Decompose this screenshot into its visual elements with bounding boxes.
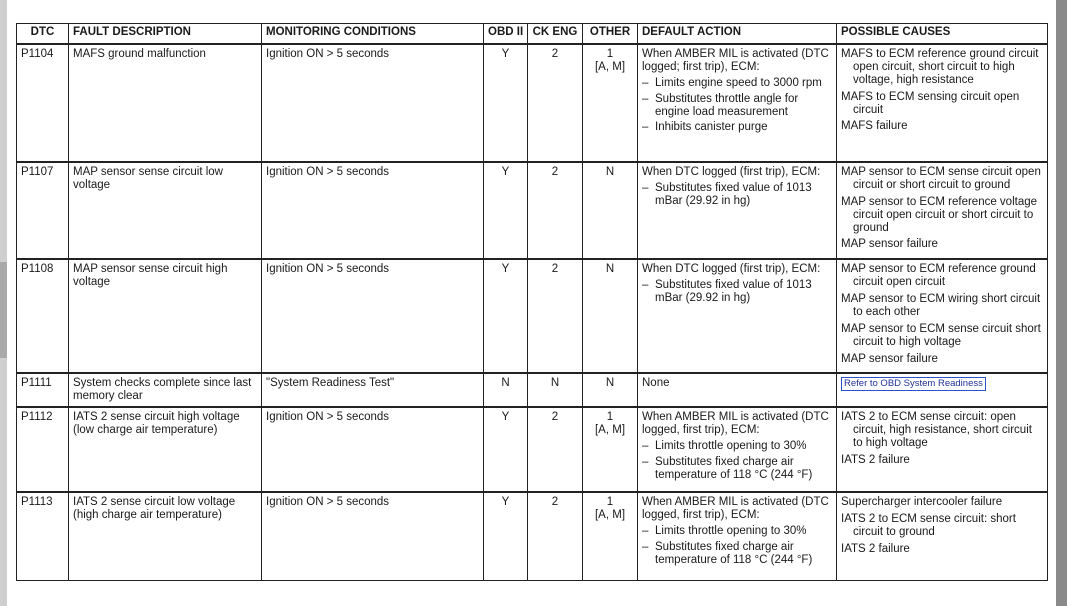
ck-eng-cell: 2	[528, 259, 583, 373]
other-value: N	[605, 377, 615, 390]
default-action-cell	[638, 407, 837, 492]
fault-description-cell: System checks complete since last memory clear	[69, 373, 262, 407]
table-body	[17, 44, 1048, 580]
possible-cause-item: Supercharger intercooler failure	[841, 496, 1003, 509]
left-scroll-thumb[interactable]	[0, 262, 7, 358]
possible-cause-item: MAP sensor failure	[841, 352, 938, 365]
possible-causes-cell	[837, 44, 1048, 162]
fault-description-cell: MAP sensor sense circuit low voltage	[69, 162, 262, 259]
dtc-cell: P1113	[17, 492, 69, 580]
fault-description-cell: MAFS ground malfunction	[69, 44, 262, 162]
default-action-intro: None	[642, 377, 670, 390]
possible-cause-item: MAP sensor failure	[841, 238, 938, 251]
ck-eng-cell: 2	[528, 162, 583, 259]
obd-ii-cell: Y	[484, 492, 528, 580]
default-action-item: – Substitutes fixed charge air temperature of 118 °C (244 °F)	[642, 456, 832, 482]
monitoring-conditions-cell: "System Readiness Test"	[262, 373, 484, 407]
default-action-cell	[638, 492, 837, 580]
default-action-item: – Substitutes throttle angle for engine load measurement	[642, 93, 832, 119]
monitoring-conditions-cell: Ignition ON > 5 seconds	[262, 492, 484, 580]
other-cell	[583, 259, 638, 373]
possible-causes-cell	[837, 373, 1048, 407]
dtc-cell: P1108	[17, 259, 69, 373]
possible-cause-item: MAP sensor to ECM sense circuit short circuit to high voltage	[841, 322, 1041, 348]
fault-description-cell: MAP sensor sense circuit high voltage	[69, 259, 262, 373]
possible-cause-item: MAP sensor to ECM wiring short circuit to each other	[841, 293, 1041, 318]
table-row	[17, 492, 1048, 580]
other-cell	[583, 492, 638, 580]
ck-eng-cell: N	[528, 373, 583, 407]
default-action-item: – Limits throttle opening to 30%	[642, 440, 832, 453]
header-possible-causes: POSSIBLE CAUSES	[837, 24, 1048, 45]
possible-cause-item: MAFS failure	[841, 120, 908, 133]
dtc-cell: P1107	[17, 162, 69, 259]
default-action-intro: When AMBER MIL is activated (DTC logged; first trip), ECM:	[642, 48, 829, 73]
default-action-item: – Substitutes fixed charge air temperature of 118 °C (244 °F)	[642, 541, 832, 567]
obd-ii-cell: Y	[484, 162, 528, 259]
default-action-item: – Inhibits canister purge	[642, 121, 832, 134]
default-action-intro: When DTC logged (first trip), ECM:	[642, 166, 821, 178]
ck-eng-cell: 2	[528, 44, 583, 162]
possible-causes-cell	[837, 407, 1048, 492]
possible-cause-item: IATS 2 failure	[841, 453, 910, 466]
table-row	[17, 162, 1048, 259]
fault-description-cell: IATS 2 sense circuit low voltage (high charge air temperature)	[69, 492, 262, 580]
default-action-cell	[638, 162, 837, 259]
ck-eng-cell: 2	[528, 492, 583, 580]
table-header-row	[17, 24, 1048, 45]
other-value: N	[605, 263, 615, 276]
header-fault-description: FAULT DESCRIPTION	[69, 24, 262, 45]
default-action-list	[642, 525, 832, 567]
possible-cause-item: IATS 2 to ECM sense circuit: short circuit to ground	[841, 513, 1016, 538]
dtc-cell: P1104	[17, 44, 69, 162]
possible-causes-cell	[837, 492, 1048, 580]
table-row	[17, 44, 1048, 162]
other-cell	[583, 373, 638, 407]
possible-cause-item: MAFS to ECM sensing circuit open circuit	[841, 90, 1020, 116]
header-default-action: DEFAULT ACTION	[638, 24, 837, 45]
possible-cause-item: MAFS to ECM reference ground circuit open circuit, short circuit to high voltage, high resistance	[841, 48, 1039, 86]
default-action-intro: When AMBER MIL is activated (DTC logged, first trip), ECM:	[642, 411, 829, 436]
other-modifier: [A, M]	[594, 509, 626, 521]
monitoring-conditions-cell: Ignition ON > 5 seconds	[262, 259, 484, 373]
other-value: N	[605, 166, 615, 178]
default-action-cell	[638, 373, 837, 407]
default-action-item: – Substitutes fixed value of 1013 mBar (29.92 in hg)	[642, 182, 832, 208]
header-ck-eng: CK ENG	[528, 24, 583, 45]
other-value: 1	[606, 48, 614, 60]
possible-cause-item: IATS 2 to ECM sense circuit: open circuit, high resistance, short circuit to high voltage	[841, 411, 1032, 449]
table-row	[17, 259, 1048, 373]
default-action-intro: When DTC logged (first trip), ECM:	[642, 263, 821, 276]
other-modifier: [A, M]	[594, 424, 626, 436]
header-dtc: DTC	[17, 24, 69, 45]
monitoring-conditions-cell: Ignition ON > 5 seconds	[262, 407, 484, 492]
obd-ii-cell: Y	[484, 259, 528, 373]
possible-causes-cell	[837, 259, 1048, 373]
default-action-list	[642, 440, 832, 482]
default-action-list	[642, 77, 832, 135]
header-monitoring-conditions: MONITORING CONDITIONS	[262, 24, 484, 45]
dtc-cell: P1111	[17, 373, 69, 407]
obd-ii-cell: Y	[484, 44, 528, 162]
ck-eng-cell: 2	[528, 407, 583, 492]
possible-cause-item: IATS 2 failure	[841, 542, 910, 555]
other-value: 1	[606, 496, 614, 509]
obd-ii-cell: Y	[484, 407, 528, 492]
table-row	[17, 407, 1048, 492]
other-cell	[583, 44, 638, 162]
possible-cause-item: MAP sensor to ECM reference ground circuit open circuit	[841, 263, 1036, 289]
default-action-item: – Substitutes fixed value of 1013 mBar (29.92 in hg)	[642, 279, 832, 305]
other-value: 1	[606, 411, 614, 424]
table-row	[17, 373, 1048, 407]
right-scroll-strip[interactable]	[1056, 0, 1067, 606]
default-action-list	[642, 279, 832, 305]
dtc-table	[16, 23, 1048, 581]
other-modifier: [A, M]	[594, 60, 626, 73]
header-other: OTHER	[583, 24, 638, 45]
possible-cause-item: MAP sensor to ECM sense circuit open circuit or short circuit to ground	[841, 166, 1041, 191]
monitoring-conditions-cell: Ignition ON > 5 seconds	[262, 162, 484, 259]
default-action-list	[642, 182, 832, 208]
obd-system-readiness-link[interactable]: Refer to OBD System Readiness	[841, 377, 986, 391]
default-action-item: – Limits throttle opening to 30%	[642, 525, 832, 538]
default-action-cell	[638, 44, 837, 162]
other-cell	[583, 162, 638, 259]
default-action-item: – Limits engine speed to 3000 rpm	[642, 77, 832, 90]
obd-ii-cell: N	[484, 373, 528, 407]
dtc-cell: P1112	[17, 407, 69, 492]
header-obd-ii: OBD II	[484, 24, 528, 45]
default-action-cell	[638, 259, 837, 373]
default-action-intro: When AMBER MIL is activated (DTC logged, first trip), ECM:	[642, 496, 829, 521]
possible-causes-cell	[837, 162, 1048, 259]
fault-description-cell: IATS 2 sense circuit high voltage (low charge air temperature)	[69, 407, 262, 492]
left-scroll-strip[interactable]	[0, 0, 7, 606]
other-cell	[583, 407, 638, 492]
monitoring-conditions-cell: Ignition ON > 5 seconds	[262, 44, 484, 162]
possible-cause-item: MAP sensor to ECM reference voltage circuit open circuit or short circuit to ground	[841, 195, 1038, 234]
